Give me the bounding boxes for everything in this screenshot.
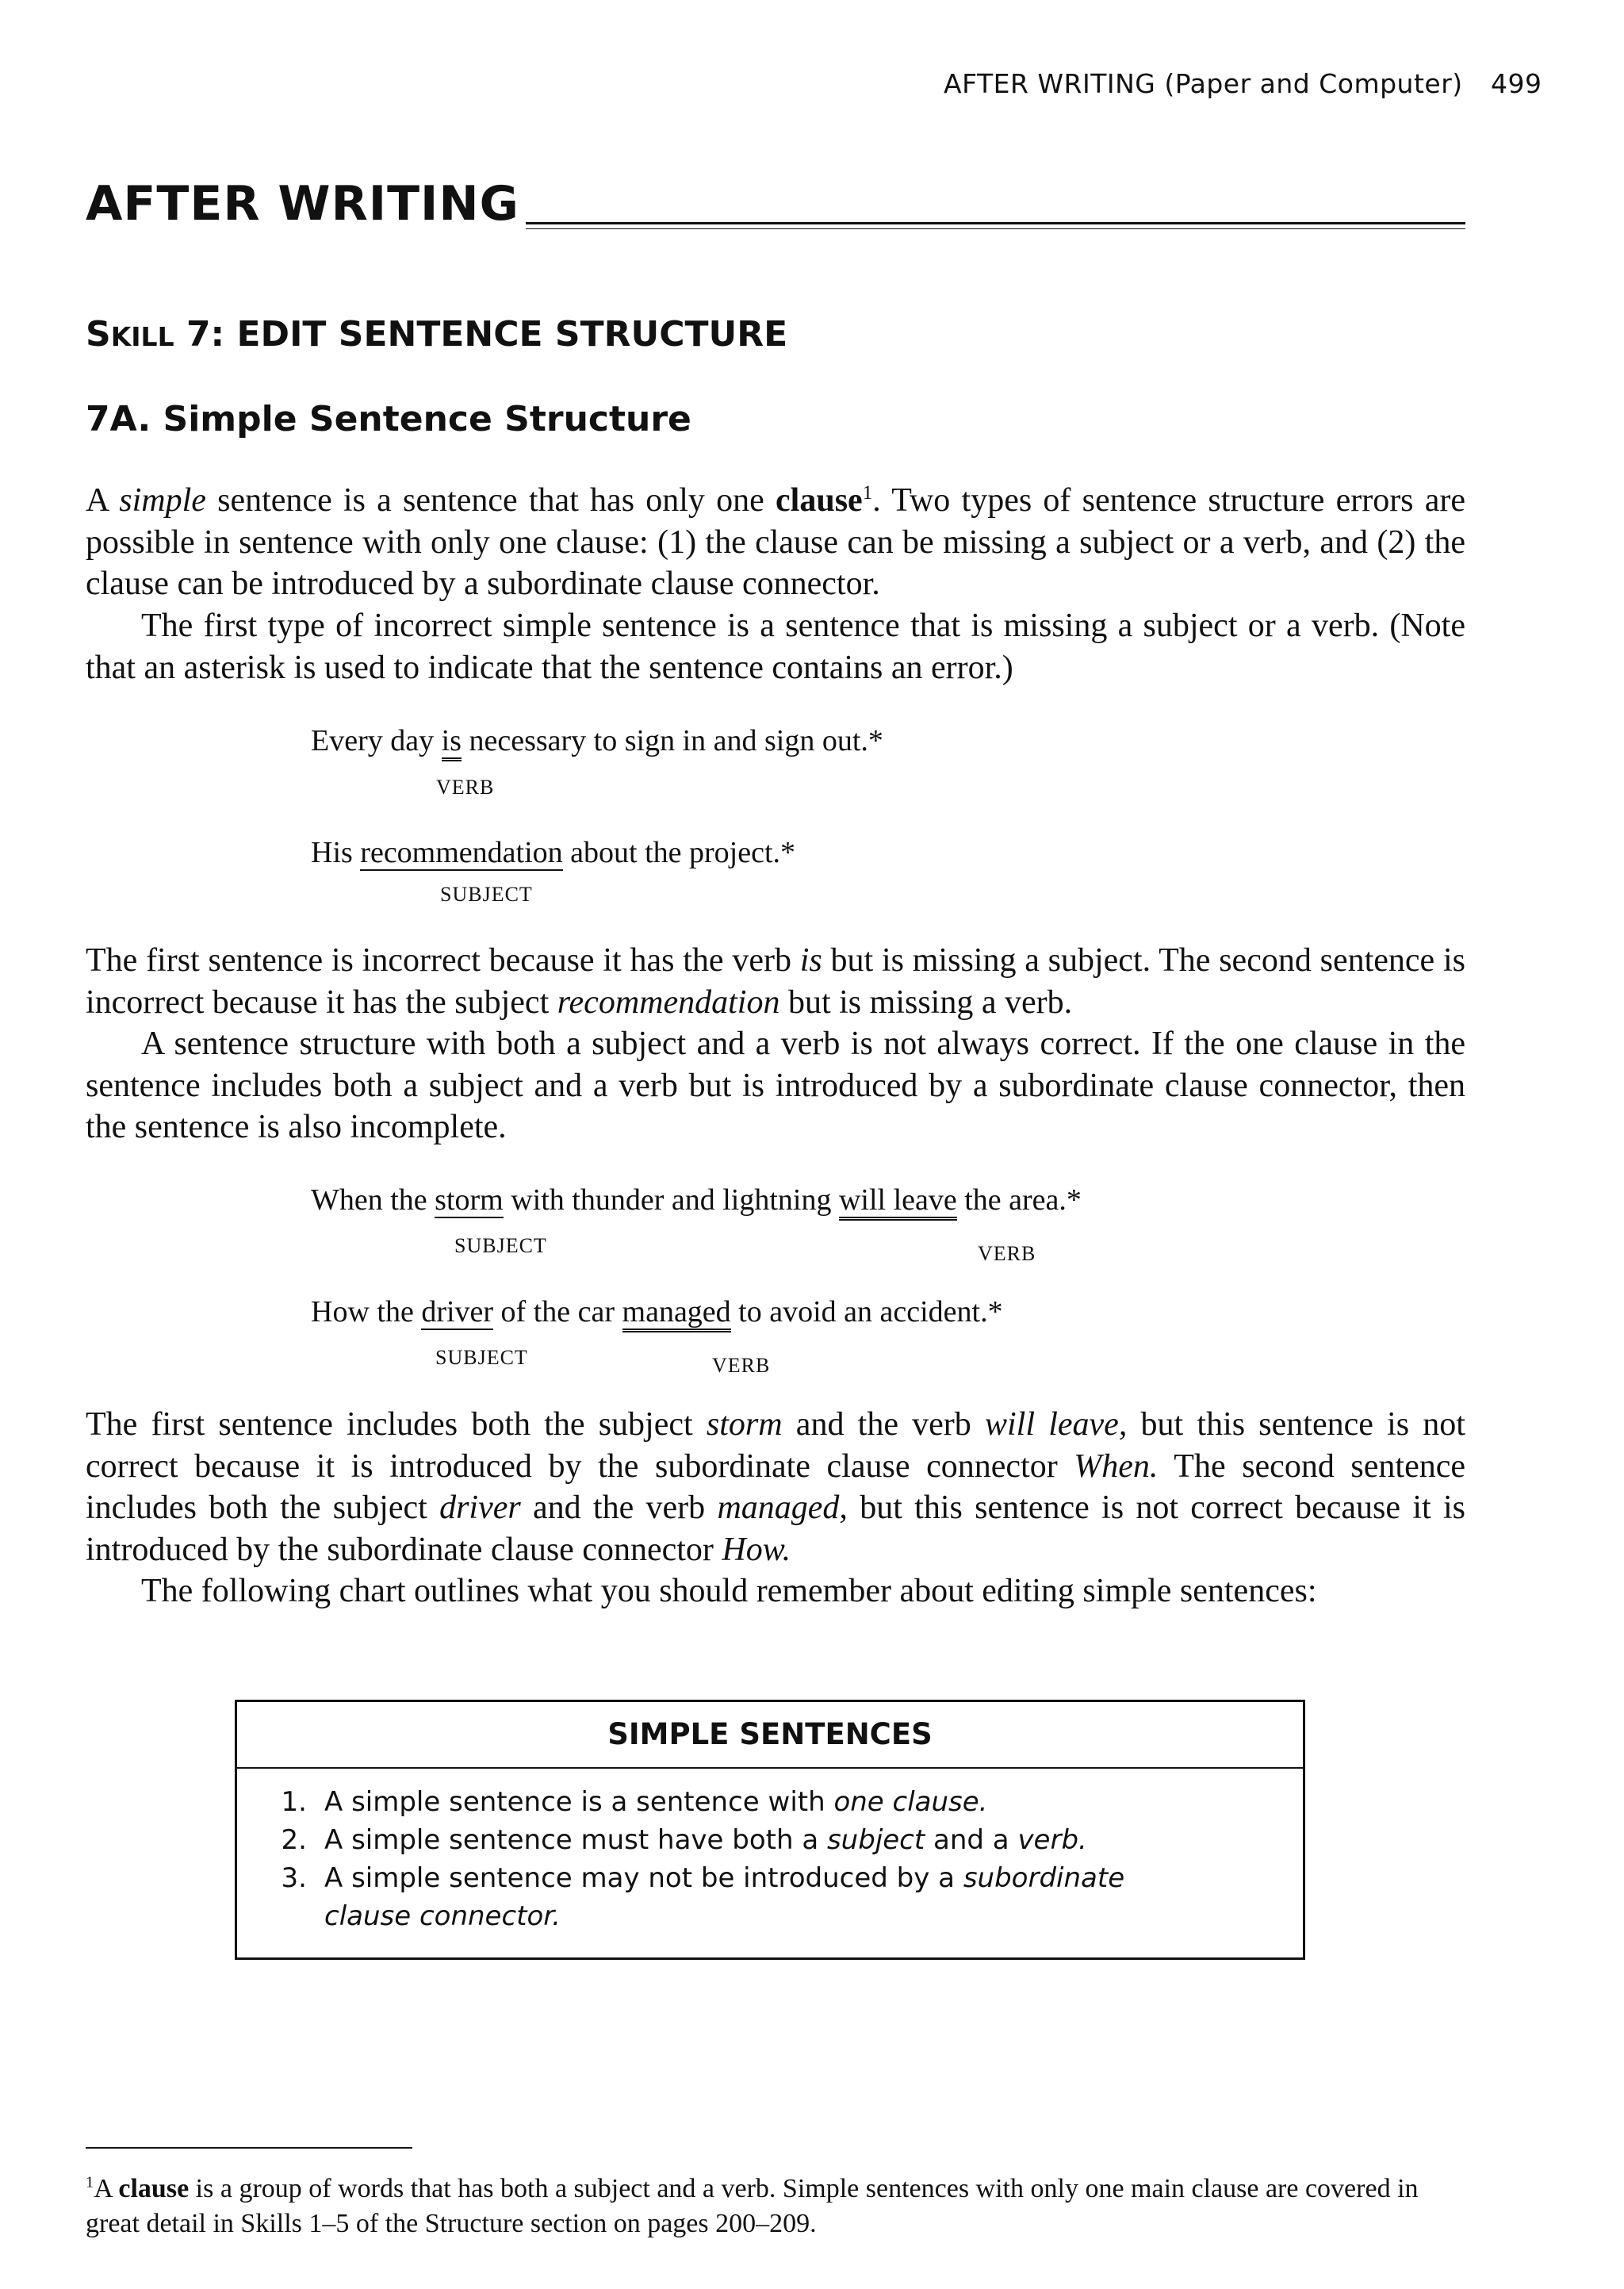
verb-label: VERB: [978, 1242, 1036, 1265]
example-verb: is: [442, 724, 462, 761]
example-verb: managed: [622, 1295, 731, 1332]
example-subject: storm: [435, 1183, 504, 1217]
subject-label: SUBJECT: [435, 1346, 528, 1369]
running-head: [944, 68, 1542, 99]
example-sentence-3: When the storm with thunder and lightning will leave the area.*: [311, 1183, 1082, 1217]
skill-heading: SKILL 7: EDIT SENTENCE STRUCTURE: [86, 314, 788, 355]
chapter-rule: [526, 222, 1465, 224]
paragraph-explanation-2: The first sentence includes both the subject storm and the verb will leave, but this sentence is not correct because it is introduced by the subordinate clause connector When. The second sentence includes both the subject driver and the verb managed, but this sentence is not correct because it is introduced by the subordinate clause connector How.: [86, 1406, 1466, 1568]
example-sentence-2: His recommendation about the project.*: [311, 836, 796, 869]
example-sentence-1: Every day is necessary to sign in and sign out.*: [311, 723, 883, 758]
example-sentence-4: How the driver of the car managed to avoid an accident.*: [311, 1294, 1003, 1329]
paragraph-explanation-1: The first sentence is incorrect because it has the verb is but is missing a subject. The second sentence is incorrect because it has the subject recommendation but is missing a verb.: [86, 942, 1465, 1021]
footnote: $^1$A clause is a group of words that has both a subject and a verb. Simple sentences with only one main clause are covered in great detail in Skills 1–5 of the Structure section on pages 200–209.: [86, 2173, 1419, 2238]
rules-list: [237, 1769, 1303, 1935]
list-item: 2. A simple sentence must have both a subject and a verb.: [281, 1824, 1087, 1856]
rules-box-title: SIMPLE SENTENCES: [237, 1702, 1303, 1769]
paragraph-first-type: The first type of incorrect simple sentence is a sentence that is missing a subject or a verb. (Note that an asterisk is used to indicate that the sentence contains an error.): [86, 608, 1465, 686]
paragraph-intro: A simple sentence is a sentence that has only one clause$^1$. Two types of sentence structure errors are possible in sentence with only one clause: (1) the clause can be missing a subject or a verb, and (2) the clause can be introduced by a subordinate clause connector.: [86, 482, 1466, 602]
chapter-title: AFTER WRITING: [86, 176, 519, 232]
running-head-title: AFTER WRITING (Paper and Computer): [944, 68, 1463, 99]
list-item: 1. A simple sentence is a sentence with one clause.: [281, 1786, 988, 1818]
example-subject: recommendation: [360, 836, 563, 869]
example-subject: driver: [421, 1295, 494, 1329]
footnote-divider: [86, 2147, 412, 2149]
paragraph-second-type: A sentence structure with both a subject and a verb is not always correct. If the one clause in the sentence includes both a subject and a verb but is introduced by a subordinate clause connector, then the sentence is also incomplete.: [86, 1026, 1465, 1145]
page-number: 499: [1491, 68, 1542, 99]
chapter-rule-thin: [526, 228, 1465, 229]
chapter-heading: [86, 176, 1465, 232]
example-verb: will leave: [839, 1183, 957, 1221]
footnote-ref: 1: [862, 482, 873, 504]
list-item: 3. A simple sentence may not be introduced by a subordinate clause connector.: [281, 1862, 1125, 1932]
subject-label: SUBJECT: [454, 1234, 547, 1257]
verb-label: VERB: [436, 776, 495, 799]
subject-label: SUBJECT: [440, 883, 533, 906]
rules-box: [235, 1700, 1305, 1960]
section-heading: 7A. Simple Sentence Structure: [86, 399, 691, 439]
verb-label: VERB: [712, 1354, 771, 1377]
paragraph-chart-intro: The following chart outlines what you should remember about editing simple sentences:: [141, 1573, 1317, 1609]
